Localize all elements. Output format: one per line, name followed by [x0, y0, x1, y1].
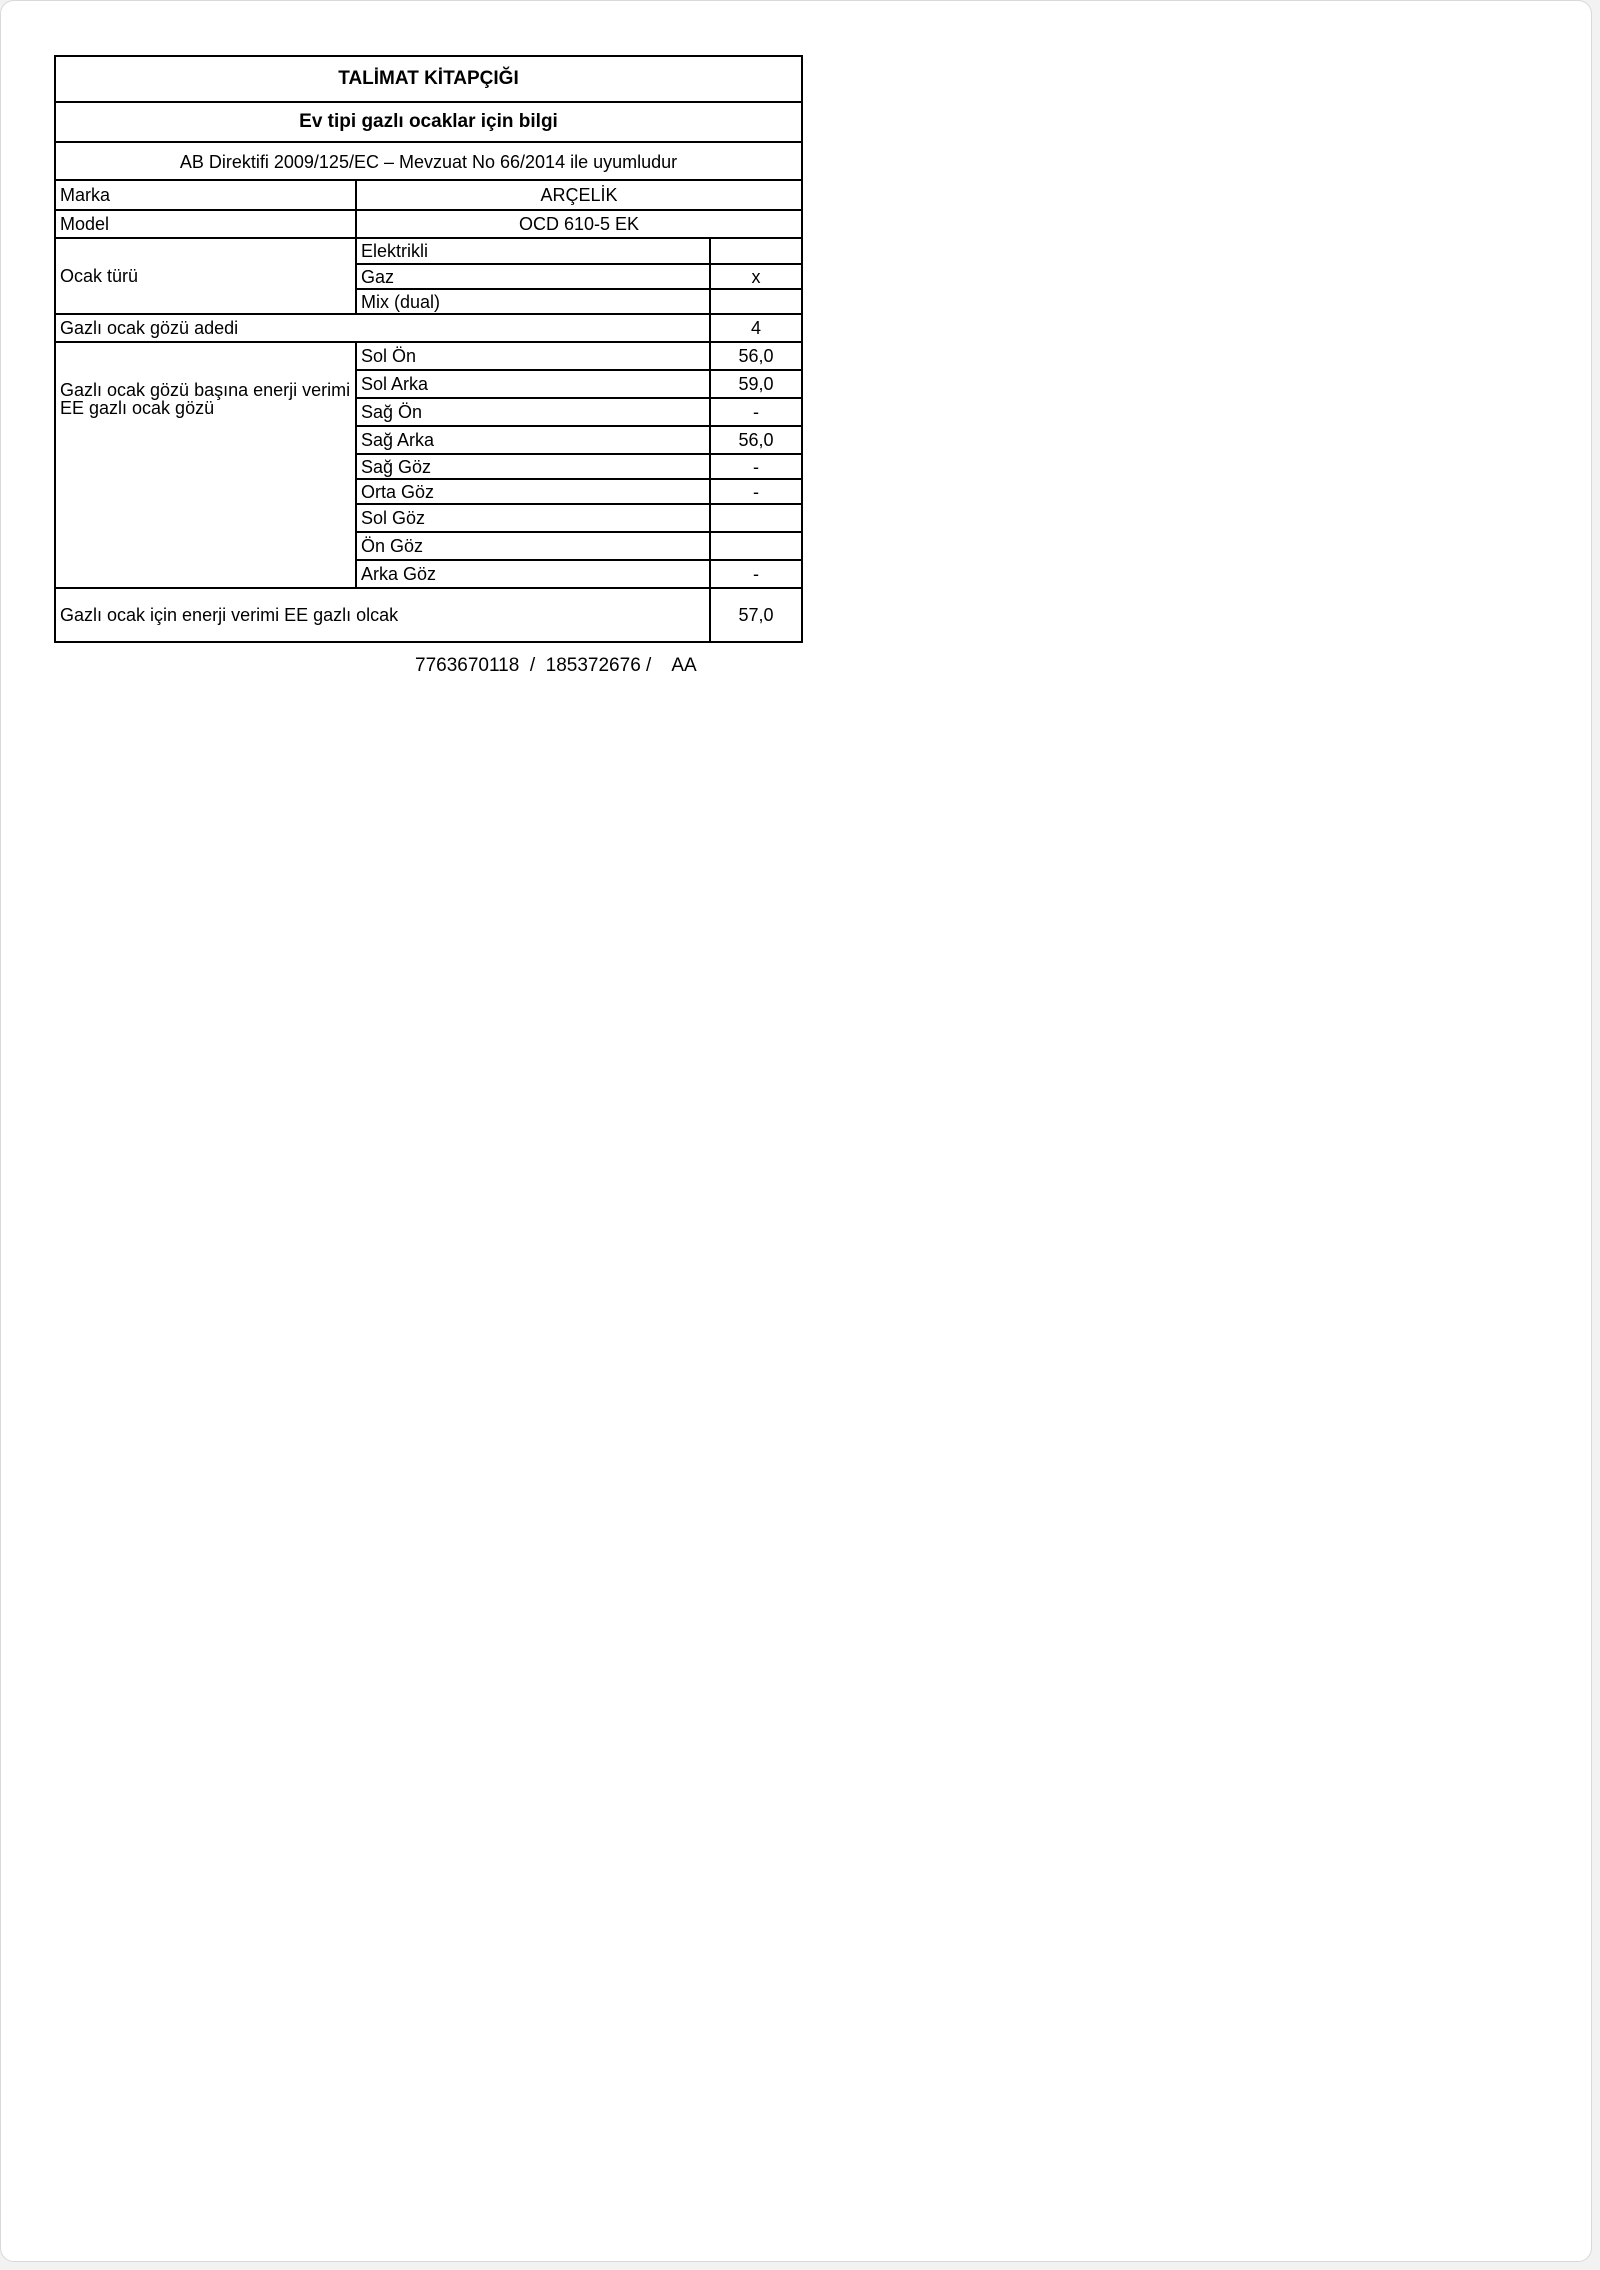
hob-type-mark — [710, 289, 801, 314]
burner-value: 56,0 — [710, 426, 801, 454]
hob-type-mark — [710, 238, 801, 264]
table-row — [56, 210, 801, 238]
model-value: OCD 610-5 EK — [356, 210, 801, 238]
burner-value: - — [710, 479, 801, 504]
hob-type-label: Ocak türü — [56, 238, 356, 314]
table-row — [56, 181, 801, 210]
burner-count-label: Gazlı ocak gözü adedi — [56, 314, 710, 342]
spec-table — [56, 181, 801, 641]
hob-type-mark: x — [710, 264, 801, 289]
hob-type-option: Mix (dual) — [356, 289, 710, 314]
burner-name: Sağ Arka — [356, 426, 710, 454]
burner-value: 56,0 — [710, 342, 801, 370]
burner-name: Sol Ön — [356, 342, 710, 370]
document-subtitle: Ev tipi gazlı ocaklar için bilgi — [56, 103, 801, 143]
hob-type-option: Elektrikli — [356, 238, 710, 264]
table-row — [56, 238, 801, 264]
document-title: TALİMAT KİTAPÇIĞI — [56, 57, 801, 103]
burner-value: - — [710, 560, 801, 588]
burner-value: - — [710, 398, 801, 426]
burner-efficiency-label: Gazlı ocak gözü başına enerji verimi EE gazlı ocak gözü — [56, 342, 356, 588]
burner-value — [710, 504, 801, 532]
info-sheet — [54, 55, 803, 643]
document-code: 7763670118 / 185372676 / AA — [415, 655, 697, 676]
table-row — [56, 314, 801, 342]
burner-name: Sağ Göz — [356, 454, 710, 479]
burner-value: - — [710, 454, 801, 479]
burner-name: Arka Göz — [356, 560, 710, 588]
burner-value: 59,0 — [710, 370, 801, 398]
brand-value: ARÇELİK — [356, 181, 801, 210]
burner-name: Ön Göz — [356, 532, 710, 560]
burner-name: Orta Göz — [356, 479, 710, 504]
burner-value — [710, 532, 801, 560]
model-label: Model — [56, 210, 356, 238]
burner-name: Sol Göz — [356, 504, 710, 532]
burner-count-value: 4 — [710, 314, 801, 342]
table-row — [56, 588, 801, 641]
burner-name: Sol Arka — [356, 370, 710, 398]
hob-type-option: Gaz — [356, 264, 710, 289]
total-efficiency-label: Gazlı ocak için enerji verimi EE gazlı olcak — [56, 588, 710, 641]
table-row — [56, 342, 801, 370]
burner-name: Sağ Ön — [356, 398, 710, 426]
brand-label: Marka — [56, 181, 356, 210]
directive-note: AB Direktifi 2009/125/EC – Mevzuat No 66/2014 ile uyumludur — [56, 143, 801, 181]
total-efficiency-value: 57,0 — [710, 588, 801, 641]
